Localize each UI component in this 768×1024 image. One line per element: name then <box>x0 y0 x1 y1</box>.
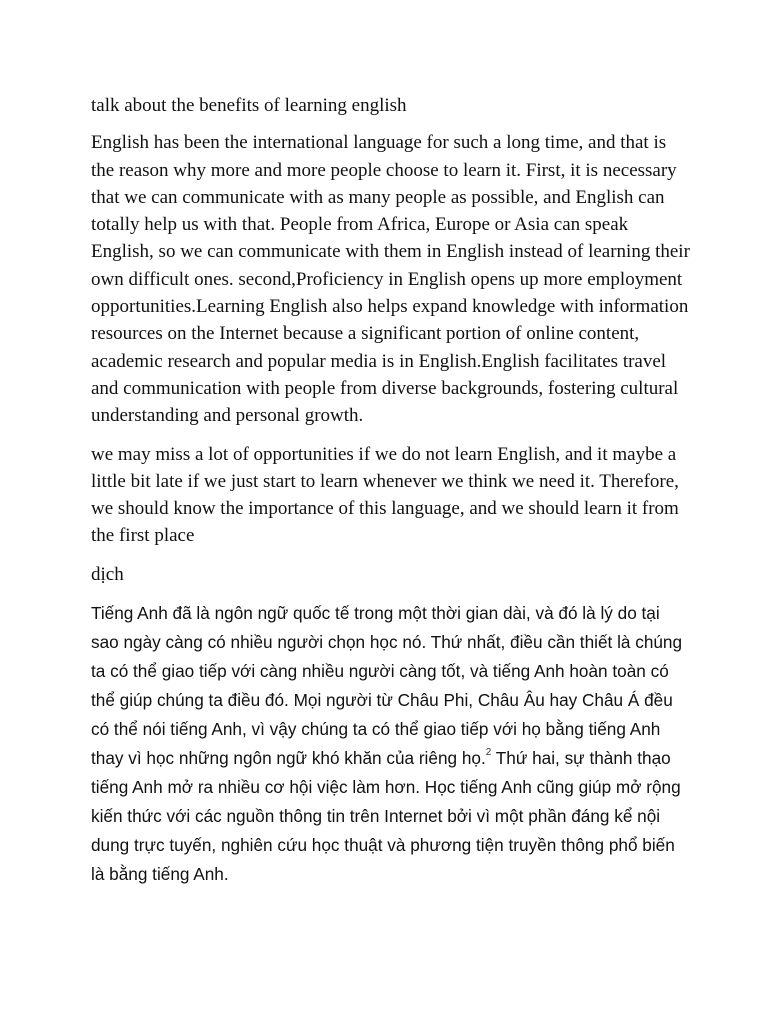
document-body <box>91 92 691 889</box>
document-title: talk about the benefits of learning english <box>91 95 407 116</box>
footnote-marker: 2 <box>485 747 492 759</box>
translation-paragraph <box>91 599 691 889</box>
essay-paragraph-1: English has been the international language for such a long time, and that is the reason why more and more people choose to learn it. First, it is necessary that we can communicate with as many people as possible, and English can totally help us with that. People from Africa, Europe or Asia can speak English, so we can communicate with them in English instead of learning their own difficult ones. second,Proficiency in English opens up more employment opportunities.Learning English also helps expand knowledge with information resources on the Internet because a significant portion of online content, academic research and popular media is in English.English facilitates travel and communication with people from diverse backgrounds, fostering cultural understanding and personal growth. <box>91 132 690 427</box>
essay-paragraph-2: we may miss a lot of opportunities if we do not learn English, and it maybe a little bit late if we just start to learn whenever we think we need it. Therefore, we should know the importance of this language, and we should learn it from the first place <box>91 443 679 547</box>
translation-text-part-1: Tiếng Anh đã là ngôn ngữ quốc tế trong một thời gian dài, và đó là lý do tại sao ngày càng có nhiều người chọn học nó. Thứ nhất, điều cần thiết là chúng ta có thể giao tiếp với càng nhiều người càng tốt, và tiếng Anh hoàn toàn có thể giúp chúng ta điều đó. Mọi người từ Châu Phi, Châu Âu hay Châu Á đều có thể nói tiếng Anh, vì vậy chúng ta có thể giao tiếp với họ bằng tiếng Anh thay vì học những ngôn ngữ khó khăn của riêng họ. <box>91 603 683 769</box>
translation-text-part-2: Thứ hai, sự thành thạo tiếng Anh mở ra nhiều cơ hội việc làm hơn. Học tiếng Anh cũng giúp mở rộng kiến thức với các nguồn thông tin trên Internet bởi vì một phần đáng kể nội dung trực tuyến, nghiên cứu học thuật và phương tiện truyền thông phổ biến là bằng tiếng Anh. <box>91 748 681 885</box>
translation-label: dịch <box>91 563 124 585</box>
